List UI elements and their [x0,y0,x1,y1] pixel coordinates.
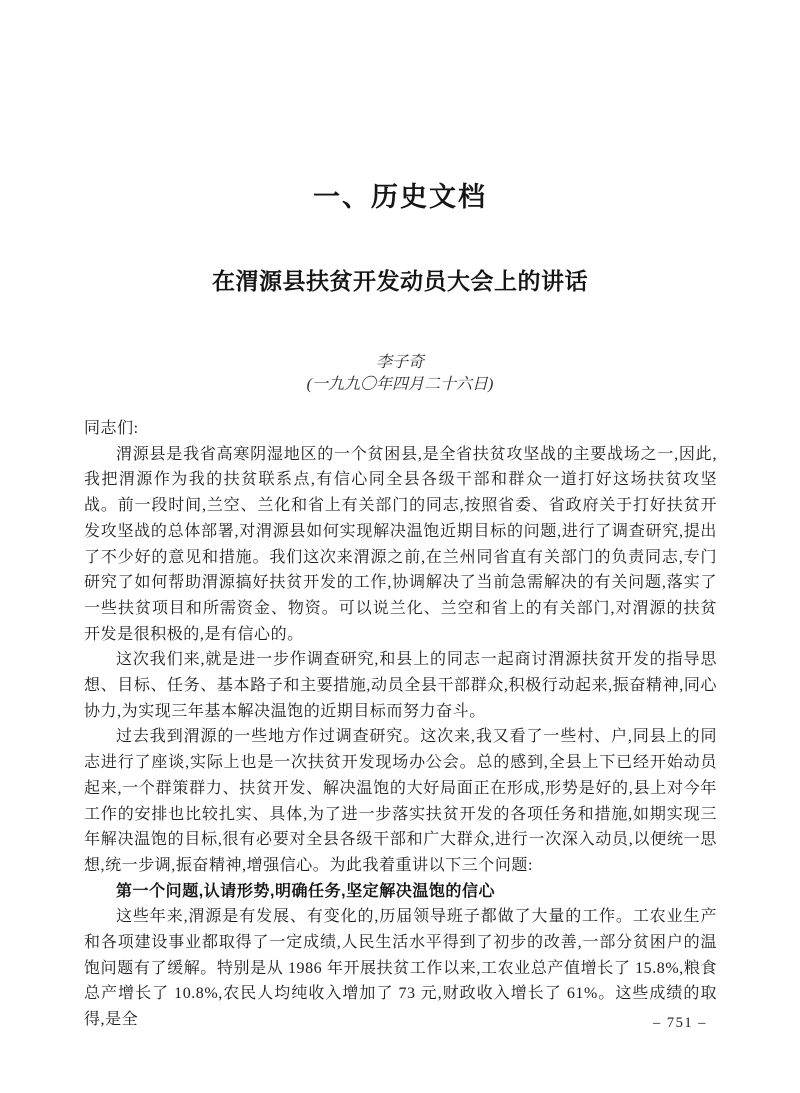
paragraph-4: 这些年来,渭源是有发展、有变化的,历届领导班子都做了大量的工作。工农业生产和各项建设事业都取得了一定成绩,人民生活水平得到了初步的改善,一部分贫困户的温饱问题有了缓解。特别是从 1986 年开展扶贫工作以来,工农业总产值增长了 15.8%,粮食总产增长了 10.8%,农民人均纯收入增加了 73 元,财政收入增长了 61%。这些成绩的取得,是全 [84,908,717,1029]
document-date: (一九九〇年四月二十六日) [306,376,494,393]
paragraph-2: 这次我们来,就是进一步作调查研究,和县上的同志一起商讨渭源扶贫开发的指导思想、目标、任务、基本路子和主要措施,动员全县干部群众,积极行动起来,振奋精神,同心协力,为实现三年基本解决温饱的近期目标而努力奋斗。 [84,651,717,720]
section-heading: 第一个问题,认请形势,明确任务,坚定解决温饱的信心 [116,882,496,900]
document-body [84,416,717,1033]
page-number: – 751 – [653,1015,707,1031]
author-name: 李子奇 [375,354,424,371]
document-title: 在渭源县扶贫开发动员大会上的讲话 [212,269,588,294]
paragraph-1: 渭源县是我省高寒阴湿地区的一个贫困县,是全省扶贫攻坚战的主要战场之一,因此,我把渭源作为我的扶贫联系点,有信心同全县各级干部和群众一道打好这场扶贫攻坚战。前一段时间,兰空、兰化和省上有关部门的同志,按照省委、省政府关于打好扶贫开发攻坚战的总体部署,对渭源县如何实现解决温饱近期目标的问题,进行了调查研究,提出了不少好的意见和措施。我们这次来渭源之前,在兰州同省直有关部门的负责同志,专门研究了如何帮助渭源搞好扶贫开发的工作,协调解决了当前急需解决的有关问题,落实了一些扶贫项目和所需资金、物资。可以说兰化、兰空和省上的有关部门,对渭源的扶贫开发是很积极的,是有信心的。 [84,445,717,643]
chapter-heading: 一、历史文档 [313,182,487,212]
salutation: 同志们: [84,420,139,437]
paragraph-3: 过去我到渭源的一些地方作过调查研究。这次来,我又看了一些村、户,同县上的同志进行了座谈,实际上也是一次扶贫开发现场办公会。总的感到,全县上下已经开始动员起来,一个群策群力、扶贫开发、解决温饱的大好局面正在形成,形势是好的,县上对今年工作的安排也比较扎实、具体,为了进一步落实扶贫开发的各项任务和措施,如期实现三年解决温饱的目标,很有必要对全县各级干部和广大群众,进行一次深入动员,以便统一思想,统一步调,振奋精神,增强信心。为此我着重讲以下三个问题: [84,728,717,874]
